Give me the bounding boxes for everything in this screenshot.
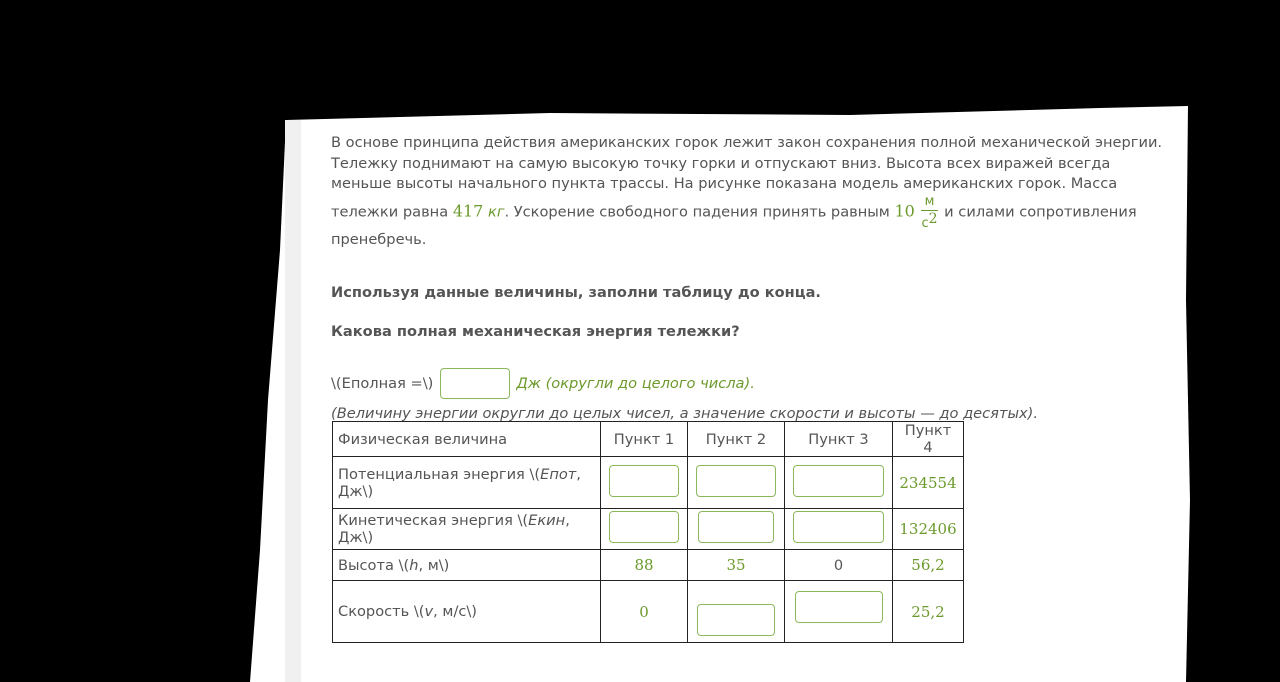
cell-speed-4: 25,2: [893, 581, 964, 643]
mass-value: 417: [452, 201, 484, 220]
g-unit-numerator: м: [921, 195, 937, 211]
energy-table: [332, 421, 964, 643]
kinetic-energy-input-2[interactable]: [698, 511, 774, 543]
cell-kinetic-3: [785, 509, 893, 550]
cell-potential-4: 234554: [893, 457, 964, 509]
label-text: , м\): [418, 556, 450, 574]
speed-input-3[interactable]: [795, 591, 883, 623]
g-value: 10: [894, 201, 915, 220]
row-label-speed: [333, 581, 601, 643]
kinetic-energy-input-1[interactable]: [609, 511, 679, 543]
table-row: [333, 550, 964, 581]
mass-unit: кг: [488, 203, 505, 220]
label-text: Скорость \(: [338, 603, 425, 620]
task-content: [331, 133, 1171, 437]
rounding-note: (Величину энергии округли до целых чисел, а значение скорости и высоты — до десятых).: [331, 405, 1038, 422]
header-quantity: Физическая величина: [333, 422, 601, 457]
label-text: Потенциальная энергия \(: [338, 465, 541, 483]
label-text: Высота \(: [338, 556, 410, 574]
label-variable: h: [409, 556, 419, 574]
cell-kinetic-2: [688, 509, 785, 550]
header-point-1: Пункт 1: [601, 422, 688, 457]
label-variable: Eпот: [540, 465, 577, 483]
intro-text-2: . Ускорение свободного падения принять равным: [504, 203, 895, 220]
table-row: [333, 457, 964, 509]
header-point-2: Пункт 2: [688, 422, 785, 457]
intro-paragraph: [331, 133, 1171, 250]
row-label-height: [333, 550, 601, 581]
header-point-3: Пункт 3: [785, 422, 893, 457]
cell-potential-3: [785, 457, 893, 509]
cell-speed-2: [688, 581, 785, 643]
table-row: [333, 509, 964, 550]
header-point-4: Пункт 4: [893, 422, 964, 457]
potential-energy-input-2[interactable]: [696, 465, 776, 497]
cell-height-3: 0: [785, 550, 893, 581]
label-variable: v: [424, 603, 434, 620]
page-left-margin: [285, 120, 301, 682]
speed-input-2[interactable]: [697, 604, 775, 636]
potential-energy-input-3[interactable]: [793, 465, 884, 497]
table-row: [333, 581, 964, 643]
row-label-potential: [333, 457, 601, 509]
table-header-row: [333, 422, 964, 457]
answer-prefix: \(Eполная =\): [331, 375, 434, 392]
cell-kinetic-4: 132406: [893, 509, 964, 550]
potential-energy-input-1[interactable]: [609, 465, 679, 497]
label-text: , м/с\): [433, 603, 477, 620]
total-energy-input[interactable]: [440, 368, 510, 399]
cell-speed-1: 0: [601, 581, 688, 643]
cell-potential-1: [601, 457, 688, 509]
g-unit-denominator: [921, 211, 937, 230]
cell-potential-2: [688, 457, 785, 509]
cell-kinetic-1: [601, 509, 688, 550]
answer-hint: (округли до целого числа).: [545, 375, 755, 392]
cell-speed-3: [785, 581, 893, 643]
cell-height-4: 56,2: [893, 550, 964, 581]
label-text: , Дж\): [338, 465, 581, 500]
label-variable: Eкин: [528, 512, 566, 529]
g-unit-fraction: [921, 195, 937, 230]
question-text: Какова полная механическая энергия тележки?: [331, 323, 740, 340]
row-label-kinetic: [333, 509, 601, 550]
label-text: , Дж\): [338, 512, 570, 546]
g-unit-exponent: 2: [928, 210, 938, 227]
answer-unit: Дж: [516, 375, 541, 392]
cell-height-2: 35: [688, 550, 785, 581]
cell-height-1: 88: [601, 550, 688, 581]
task-instruction: Используя данные величины, заполни таблицу до конца.: [331, 284, 821, 301]
kinetic-energy-input-3[interactable]: [793, 511, 884, 543]
intro-text-3: и силами сопротивления пренебречь.: [331, 203, 1137, 248]
label-text: Кинетическая энергия \(: [338, 512, 529, 529]
intro-text-1: В основе принципа действия американских горок лежит закон сохранения полной механической энергии. Тележку поднимают на самую высокую точку горки и отпускают вниз. Высота всех виражей всегда меньше высоты начального пункта трассы. На рисунке показана модель американских горок. Масса тележки равна: [331, 134, 1163, 220]
answer-line: [331, 368, 1171, 399]
g-unit-den-letter: с: [921, 215, 929, 231]
